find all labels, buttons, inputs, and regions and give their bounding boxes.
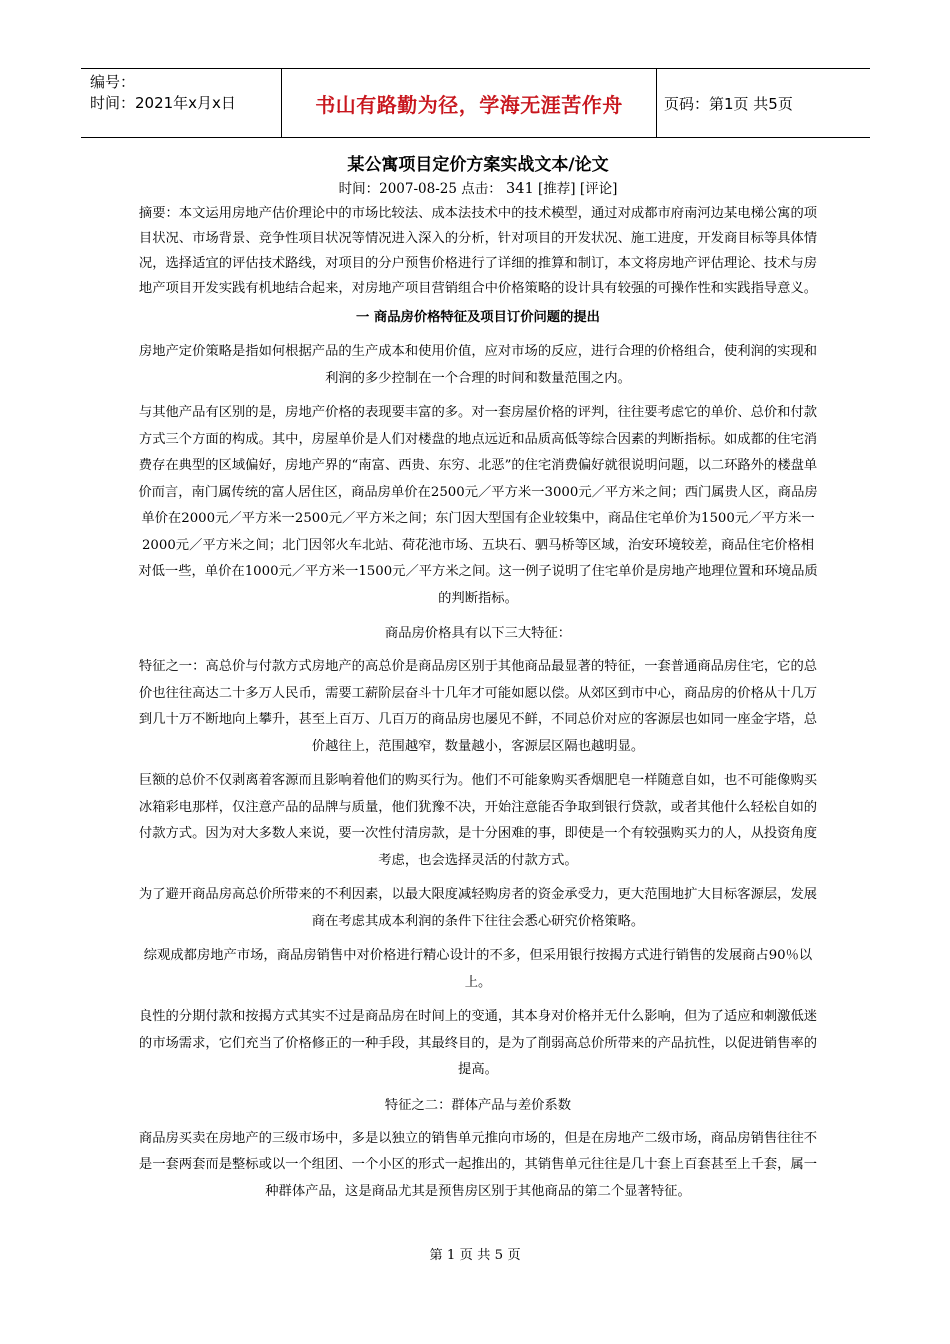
- paragraph: 为了避开商品房高总价所带来的不利因素，以最大限度减轻购房者的资金承受力，更大范围地扩大目标客源层，发展商在考虑其成本利润的条件下往往会悉心研究价格策略。: [138, 887, 818, 929]
- recommend-comment-links[interactable]: [推荐] [评论]: [538, 181, 618, 197]
- subheading: 商品房价格具有以下三大特征：: [384, 626, 572, 641]
- header-page-info: 页码：第1页 共5页: [664, 94, 793, 113]
- article-title: 某公寓项目定价方案实战文本/论文: [347, 155, 609, 175]
- document-header: [81, 68, 870, 138]
- article-abstract: 摘要：本文运用房地产估价理论中的市场比较法、成本法技术中的技术模型，通过对成都市府南河边某电梯公寓的项目状况、市场背景、竞争性项目状况等情况进入深入的分析，针对项目的开发状况、施工进度，开发商目标等具体情况，选择适宜的评估技术路线，对项目的分户预售价格进行了详细的推算和制订，本文将房地产评估理论、技术与房地产项目开发实践有机地结合起来，对房地产项目营销组合中价格策略的设计具有较强的可操作性和实践指导意义。: [138, 206, 818, 296]
- document-number-label: 编号：: [90, 73, 136, 91]
- document-date: 时间：2021年x月x日: [90, 94, 236, 112]
- paragraph: 巨额的总价不仅剥离着客源而且影响着他们的购买行为。他们不可能象购买香烟肥皂一样随意自如，也不可能像购买冰箱彩电那样，仅注意产品的品牌与质量，他们犹豫不决，开始注意能否争取到银行贷款，或者其他什么轻松自如的付款方式。因为对大多数人来说，要一次性付清房款，是十分困难的事，即使是一个有较强购买力的人，从投资角度考虑，也会选择灵活的付款方式。: [138, 773, 818, 868]
- click-count: 341: [506, 181, 534, 197]
- article-body: [138, 152, 818, 1205]
- subheading: 特征之二：群体产品与差价系数: [384, 1097, 572, 1113]
- section-heading: 一 商品房价格特征及项目订价问题的提出: [356, 310, 600, 325]
- header-meta-cell: [81, 69, 282, 137]
- paragraph: 与其他产品有区别的是，房地产价格的表现要丰富的多。对一套房屋价格的评判，往往要考虑它的单价、总价和付款方式三个方面的构成。其中，房屋单价是人们对楼盘的地点远近和品质高低等综合因素的判断指标。如成都的住宅消费存在典型的区域偏好，房地产界的“南富、西贵、东穷、北恶”的住宅消费偏好就很说明问题，以二环路外的楼盘单价而言，南门属传统的富人居住区，商品房单价在2500元／平方米一3000元／平方米之间；西门属贵人区，商品房单价在2000元／平方米一2500元／平方米之间；东门因大型国有企业较集中，商品住宅单价为1500元／平方米一2000元／平方米之间；北门因邻火车北站、荷花池市场、五块石、驷马桥等区域，治安环境较差，商品住宅价格相对低一些，单价在1000元／平方米一1500元／平方米之间。这一例子说明了住宅单价是房地产地理位置和环境品质的判断指标。: [138, 405, 818, 606]
- paragraph: 特征之一：高总价与付款方式房地产的高总价是商品房区别于其他商品最显著的特征，一套普通商品房住宅，它的总价也往往高达二十多万人民币，需要工薪阶层奋斗十几年才可能如愿以偿。从郊区到市中心，商品房的价格从十几万到几十万不断地向上攀升，甚至上百万、几百万的商品房也屡见不鲜，不同总价对应的客源层也如同一座金字塔，总价越往上，范围越窄，数量越小，客源层区隔也越明显。: [138, 659, 818, 754]
- article-meta: [138, 179, 818, 199]
- paragraph: 房地产定价策略是指如何根据产品的生产成本和使用价值，应对市场的反应，进行合理的价格组合，使利润的实现和利润的多少控制在一个合理的时间和数量范围之内。: [138, 344, 818, 386]
- paragraph: 商品房买卖在房地产的三级市场中，多是以独立的销售单元推向市场的，但是在房地产二级市场，商品房销售往往不是一套两套而是整标或以一个组团、一个小区的形式一起推出的，其销售单元往往是几十套上百套甚至上千套，属一种群体产品，这是商品尤其是预售房区别于其他商品的第二个显著特征。: [138, 1130, 818, 1199]
- header-motto: 书山有路勤为径，学海无涯苦作舟: [282, 69, 657, 137]
- paragraph: 良性的分期付款和按揭方式其实不过是商品房在时间上的变通，其本身对价格并无什么影响，但为了适应和刺激低迷的市场需求，它们充当了价格修正的一种手段，其最终目的，是为了削弱高总价所带来的产品抗性，以促进销售率的提高。: [138, 1009, 818, 1077]
- article-date: 时间：2007-08-25 点击：: [338, 181, 502, 197]
- page-footer: 第 1 页 共 5 页: [429, 1248, 521, 1263]
- paragraph: 综观成都房地产市场，商品房销售中对价格进行精心设计的不多，但采用银行按揭方式进行销售的发展商占90％以上。: [143, 948, 813, 990]
